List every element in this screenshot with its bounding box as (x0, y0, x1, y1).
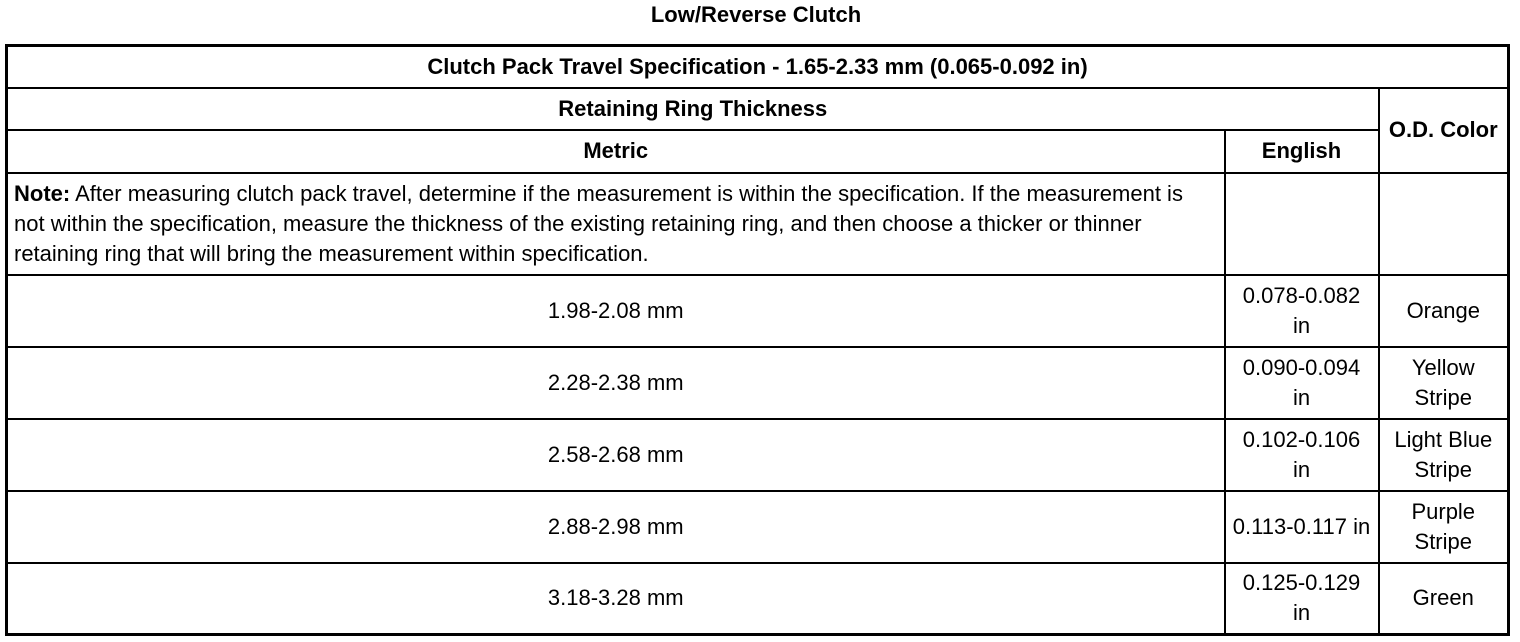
note-english-empty (1225, 173, 1379, 275)
spec-header-row (7, 46, 1509, 88)
english-cell: 0.078-0.082 in (1225, 275, 1379, 347)
unit-header-row (7, 130, 1509, 173)
english-cell: 0.090-0.094 in (1225, 347, 1379, 419)
color-cell: Orange (1379, 275, 1509, 347)
od-color-header: O.D. Color (1379, 88, 1509, 173)
metric-cell: 2.88-2.98 mm (7, 491, 1225, 563)
metric-header: Metric (7, 130, 1225, 173)
table-row (7, 491, 1509, 563)
metric-cell: 2.28-2.38 mm (7, 347, 1225, 419)
english-cell: 0.102-0.106 in (1225, 419, 1379, 491)
table-row (7, 347, 1509, 419)
metric-cell: 3.18-3.28 mm (7, 563, 1225, 635)
note-row (7, 173, 1509, 275)
retaining-ring-thickness-header: Retaining Ring Thickness (7, 88, 1379, 130)
color-cell: Purple Stripe (1379, 491, 1509, 563)
table-row (7, 419, 1509, 491)
note-color-empty (1379, 173, 1509, 275)
document-title: Low/Reverse Clutch (650, 2, 862, 27)
color-cell: Light Blue Stripe (1379, 419, 1509, 491)
english-header: English (1225, 130, 1379, 173)
note-label: Note: (14, 180, 71, 206)
clutch-pack-travel-spec-header: Clutch Pack Travel Specification - 1.65-2.33 mm (0.065-0.092 in) (7, 46, 1509, 88)
retaining-ring-spec-table (5, 44, 1510, 636)
metric-cell: 1.98-2.08 mm (7, 275, 1225, 347)
metric-cell: 2.58-2.68 mm (7, 419, 1225, 491)
color-cell: Yellow Stripe (1379, 347, 1509, 419)
table-row (7, 275, 1509, 347)
color-cell: Green (1379, 563, 1509, 635)
english-cell: 0.125-0.129 in (1225, 563, 1379, 635)
note-cell (7, 173, 1225, 275)
ring-header-row (7, 88, 1509, 130)
table-row (7, 563, 1509, 635)
note-text: After measuring clutch pack travel, determine if the measurement is within the specification. If the measurement is not within the specification, measure the thickness of the existing retaining ring, and then choose a thicker or thinner retaining ring that will bring the measurement within specification. (14, 180, 1183, 266)
english-cell: 0.113-0.117 in (1225, 491, 1379, 563)
